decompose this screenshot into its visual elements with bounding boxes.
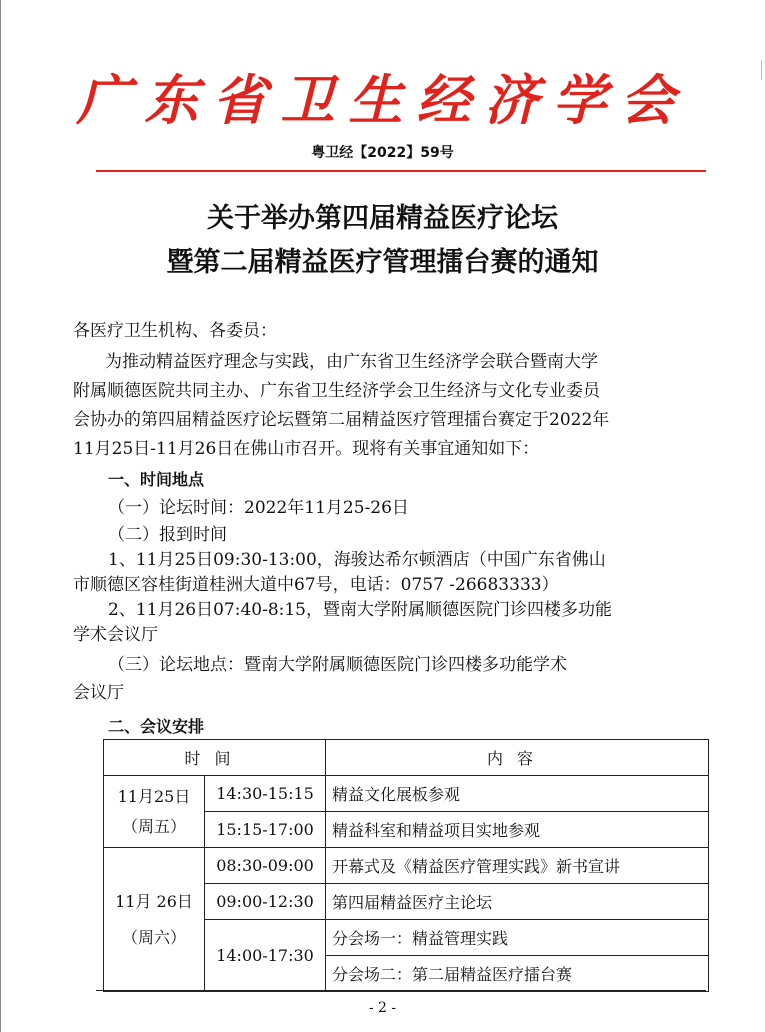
table-header-row <box>104 740 709 776</box>
header-divider <box>96 170 706 172</box>
venue-line-1: （三）论坛地点：暨南大学附属顺德医院门诊四楼多功能学术 <box>108 655 567 675</box>
table-row <box>104 848 709 884</box>
intro-line-4: 11月25日-11月26日在佛山市召开。现将有关事宜通知如下： <box>73 439 540 459</box>
content-cell: 精益科室和精益项目实地参观 <box>326 812 709 848</box>
time-cell: 14:30-15:15 <box>205 776 326 812</box>
salutation: 各医疗卫生机构、各委员： <box>73 321 277 341</box>
checkin-2-line-1: 2、11月26日07:40-8:15，暨南大学附属顺德医院门诊四楼多功能 <box>108 600 612 620</box>
header-time: 时间 <box>104 740 326 776</box>
intro-line-3: 会协办的第四届精益医疗论坛暨第二届精益医疗管理擂台赛定于2022年 <box>73 410 610 430</box>
day1-date-cell <box>104 776 205 848</box>
venue-line-2: 会议厅 <box>73 683 124 703</box>
intro-line-2: 附属顺德医院共同主办、广东省卫生经济学会卫生经济与文化专业委员 <box>73 381 600 401</box>
checkin-1-line-1: 1、11月25日09:30-13:00，海骏达希尔顿酒店（中国广东省佛山 <box>108 550 606 570</box>
checkin-1-line-2: 市顺德区容桂街道桂洲大道中67号，电话：0757 -26683333） <box>73 575 559 595</box>
footer-divider <box>96 990 706 991</box>
day1-date: 11月25日 <box>117 786 191 806</box>
content-cell: 分会场二：第二届精益医疗擂台赛 <box>326 956 709 992</box>
time-cell: 14:00-17:30 <box>205 920 326 992</box>
day2-date: 11月 26日 <box>115 891 193 911</box>
section1-heading: 一、时间地点 <box>108 470 205 489</box>
notice-title-line1: 关于举办第四届精益医疗论坛 <box>207 203 558 234</box>
time-cell: 09:00-12:30 <box>205 884 326 920</box>
content-cell: 开幕式及《精益医疗管理实践》新书宣讲 <box>326 848 709 884</box>
intro-line-1: 为推动精益医疗理念与实践，由广东省卫生经济学会联合暨南大学 <box>105 352 598 372</box>
document-number: 粤卫经【2022】59号 <box>311 145 454 161</box>
forum-time: （一）论坛时间：2022年11月25-26日 <box>108 498 409 518</box>
content-cell: 分会场一：精益管理实践 <box>326 920 709 956</box>
table-row <box>104 776 709 812</box>
notice-title-line2: 暨第二届精益医疗管理擂台赛的通知 <box>166 247 599 278</box>
content-cell: 第四届精益医疗主论坛 <box>326 884 709 920</box>
section2-heading: 二、会议安排 <box>108 717 205 736</box>
day2-date-cell <box>104 848 205 992</box>
time-cell: 08:30-09:00 <box>205 848 326 884</box>
organization-name: 广东省卫生经济学会 <box>76 69 689 132</box>
time-cell: 15:15-17:00 <box>205 812 326 848</box>
schedule-table <box>103 739 709 992</box>
content-cell: 精益文化展板参观 <box>326 776 709 812</box>
day1-weekday: （周五） <box>121 816 186 836</box>
header-content: 内容 <box>326 740 709 776</box>
checkin-2-line-2: 学术会议厅 <box>73 625 158 645</box>
checkin-heading: （二）报到时间 <box>108 525 227 545</box>
page-number: - 2 - <box>368 1000 397 1016</box>
day2-weekday: （周六） <box>121 927 186 947</box>
